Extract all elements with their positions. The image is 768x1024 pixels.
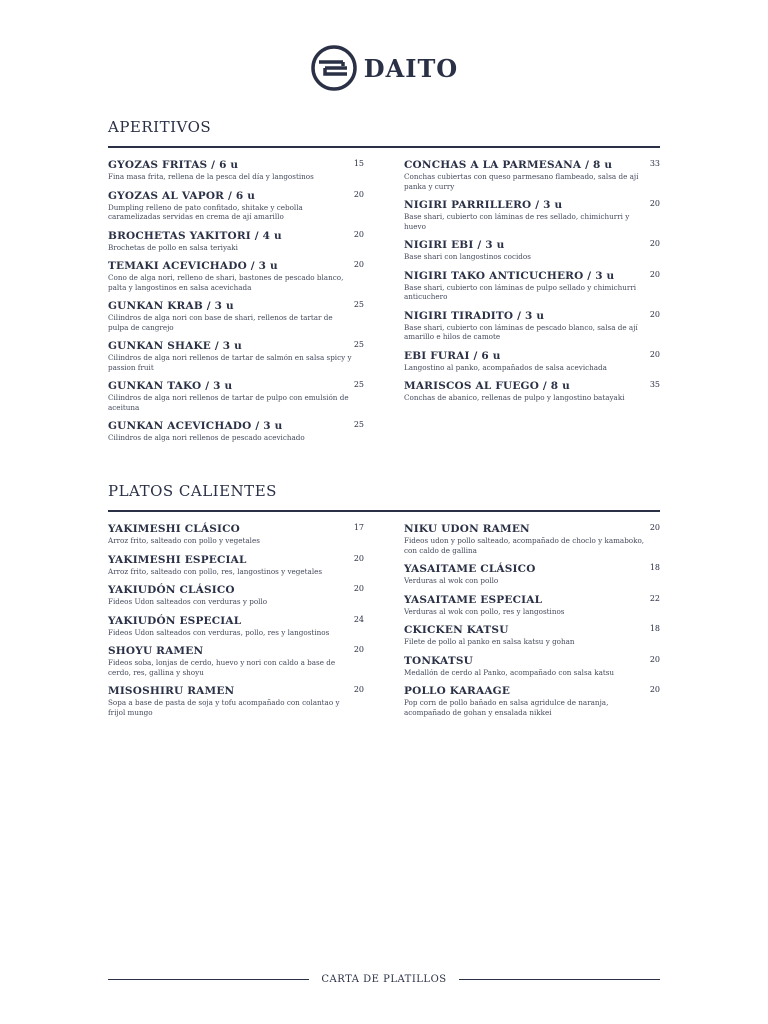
menu-item (108, 583, 364, 607)
brand-name: DAITO (363, 53, 459, 83)
item-price: 22 (649, 593, 660, 603)
menu-item (108, 229, 364, 253)
aperitivos-right-column (404, 158, 660, 450)
item-price: 20 (353, 553, 364, 563)
menu-item (108, 644, 364, 677)
menu-item (404, 522, 660, 555)
brand-logo (0, 44, 768, 92)
item-name: CKICKEN KATSU (404, 624, 509, 636)
item-description: Fideos Udon salteados con verduras y pollo (108, 597, 268, 606)
aperitivos-left-column (108, 158, 364, 450)
item-name: NIGIRI TAKO ANTICUCHERO / 3 u (404, 269, 615, 282)
item-description: Base shari, cubierto con láminas de pescado blanco, salsa de ají amarillo e hilos de camote (404, 322, 638, 341)
item-price: 33 (649, 159, 660, 168)
item-price: 20 (649, 654, 660, 664)
footer-label: CARTA DE PLATILLOS (321, 974, 447, 985)
item-name: YASAITAME ESPECIAL (404, 593, 543, 606)
section-title-aperitivos: APERITIVOS (108, 118, 660, 148)
item-price: 20 (649, 239, 660, 248)
item-price: 20 (649, 269, 660, 279)
item-description: Dumpling relleno de pato confitado, shitake y cebolla caramelizadas servidas en crema de ají amarillo (108, 202, 303, 221)
item-name: NIGIRI EBI / 3 u (404, 239, 505, 251)
menu-item (404, 684, 660, 717)
item-name: YASAITAME CLÁSICO (404, 563, 536, 575)
item-description: Cilindros de alga nori con base de shari, rellenos de tartar de pulpa de cangrejo (108, 313, 333, 332)
item-price: 25 (353, 300, 364, 309)
item-price: 20 (649, 309, 660, 319)
item-name: NIGIRI TIRADITO / 3 u (404, 309, 545, 322)
footer (108, 974, 660, 985)
menu-item (108, 158, 364, 182)
item-name: POLLO KARAAGE (404, 685, 511, 697)
item-description: Base shari, cubierto con láminas de pulpo sellado y chimichurri anticuchero (404, 282, 637, 301)
item-price: 25 (353, 420, 364, 429)
item-price: 17 (353, 523, 364, 532)
menu-item (108, 379, 364, 412)
item-price: 20 (353, 229, 364, 239)
item-price: 24 (353, 614, 364, 624)
item-description: Cono de alga nori, relleno de shari, bastones de pescado blanco, palta y langostinos en salsa acevichada (108, 273, 344, 292)
menu-item (404, 238, 660, 262)
menu-item (404, 562, 660, 586)
item-price: 15 (353, 159, 364, 168)
item-price: 20 (649, 349, 660, 359)
item-price: 25 (353, 340, 364, 349)
item-name: GUNKAN SHAKE / 3 u (108, 340, 242, 352)
section-title-platos-calientes: PLATOS CALIENTES (108, 482, 660, 512)
menu-item (404, 269, 660, 302)
menu-item (108, 522, 364, 546)
item-name: EBI FURAI / 6 u (404, 349, 501, 362)
item-name: MISOSHIRU RAMEN (108, 685, 235, 697)
footer-divider-right (459, 979, 660, 980)
item-description: Cilindros de alga nori rellenos de tartar de salmón en salsa spicy y passion fruit (108, 353, 352, 372)
menu-item (404, 309, 660, 342)
item-name: GUNKAN ACEVICHADO / 3 u (108, 420, 283, 432)
item-description: Medallón de cerdo al Panko, acompañado con salsa katsu (404, 667, 615, 677)
item-price: 20 (353, 584, 364, 593)
item-price: 20 (353, 685, 364, 694)
item-description: Base shari con langostinos cocidos (404, 252, 531, 261)
item-name: YAKIUDÓN ESPECIAL (108, 614, 242, 627)
item-description: Cilindros de alga nori rellenos de pescado acevichado (108, 433, 305, 442)
item-name: GUNKAN KRAB / 3 u (108, 300, 234, 312)
menu-item (108, 553, 364, 577)
item-name: TEMAKI ACEVICHADO / 3 u (108, 260, 278, 272)
item-name: SHOYU RAMEN (108, 645, 204, 657)
item-description: Langostino al panko, acompañados de salsa acevichada (404, 362, 607, 372)
item-description: Fideos Udon salteados con verduras, pollo, res y langostinos (108, 627, 330, 637)
item-price: 18 (649, 563, 660, 572)
menu-item (108, 259, 364, 292)
item-description: Brochetas de pollo en salsa teriyaki (108, 242, 238, 252)
menu-item (108, 614, 364, 638)
item-description: Arroz frito, salteado con pollo, res, langostinos y vegetales (108, 566, 323, 576)
item-description: Sopa a base de pasta de soja y tofu acompañado con colantao y frijol mungo (108, 698, 340, 717)
aperitivos-section (108, 118, 660, 450)
menu-item (108, 299, 364, 332)
item-description: Fideos soba, lonjas de cerdo, huevo y nori con caldo a base de cerdo, res, gallina y shoyu (108, 658, 336, 677)
menu-item (108, 419, 364, 443)
menu-item (404, 623, 660, 647)
menu-item (404, 593, 660, 617)
item-description: Fina masa frita, rellena de la pesca del día y langostinos (108, 172, 314, 181)
menu-item (404, 349, 660, 373)
item-name: GYOZAS AL VAPOR / 6 u (108, 189, 256, 202)
menu-item (404, 379, 660, 403)
item-description: Conchas de abanico, rellenas de pulpo y langostino batayaki (404, 393, 625, 402)
item-price: 20 (353, 189, 364, 199)
item-price: 20 (649, 685, 660, 694)
footer-divider-left (108, 979, 309, 980)
item-name: TONKATSU (404, 654, 473, 667)
item-name: YAKIUDÓN CLÁSICO (108, 584, 235, 596)
daito-logo-icon (310, 44, 358, 92)
item-name: MARISCOS AL FUEGO / 8 u (404, 380, 570, 392)
item-name: YAKIMESHI CLÁSICO (108, 523, 240, 535)
item-name: CONCHAS A LA PARMESANA / 8 u (404, 159, 613, 171)
platos-calientes-section (108, 482, 660, 724)
item-description: Arroz frito, salteado con pollo y vegetales (108, 536, 260, 545)
item-description: Base shari, cubierto con láminas de res sellado, chimichurri y huevo (404, 212, 630, 231)
item-name: GUNKAN TAKO / 3 u (108, 380, 233, 392)
item-description: Fideos udon y pollo salteado, acompañado de choclo y kamaboko, con caldo de gallina (404, 536, 645, 555)
item-name: YAKIMESHI ESPECIAL (108, 553, 247, 566)
item-price: 25 (353, 380, 364, 389)
item-price: 20 (353, 260, 364, 269)
item-price: 20 (649, 199, 660, 208)
menu-item (404, 158, 660, 191)
platos-calientes-left-column (108, 522, 364, 724)
item-description: Cilindros de alga nori rellenos de tartar de pulpo con emulsión de aceituna (108, 393, 349, 412)
menu-item (108, 189, 364, 222)
item-name: NIGIRI PARRILLERO / 3 u (404, 199, 563, 211)
menu-item (108, 684, 364, 717)
item-price: 20 (649, 523, 660, 532)
item-name: GYOZAS FRITAS / 6 u (108, 159, 239, 171)
platos-calientes-right-column (404, 522, 660, 724)
item-name: BROCHETAS YAKITORI / 4 u (108, 229, 282, 242)
menu-item (404, 654, 660, 678)
item-price: 35 (649, 380, 660, 389)
menu-item (108, 339, 364, 372)
menu-item (404, 198, 660, 231)
item-name: NIKU UDON RAMEN (404, 523, 530, 535)
item-price: 18 (649, 624, 660, 633)
item-description: Pop corn de pollo bañado en salsa agridulce de naranja, acompañado de gohan y ensalada nikkei (404, 698, 609, 717)
item-description: Verduras al wok con pollo, res y langostinos (404, 606, 565, 616)
item-description: Verduras al wok con pollo (404, 576, 499, 585)
item-price: 20 (353, 645, 364, 654)
item-description: Filete de pollo al panko en salsa katsu y gohan (404, 637, 575, 646)
item-description: Conchas cubiertas con queso parmesano flambeado, salsa de ají panka y curry (404, 172, 639, 191)
